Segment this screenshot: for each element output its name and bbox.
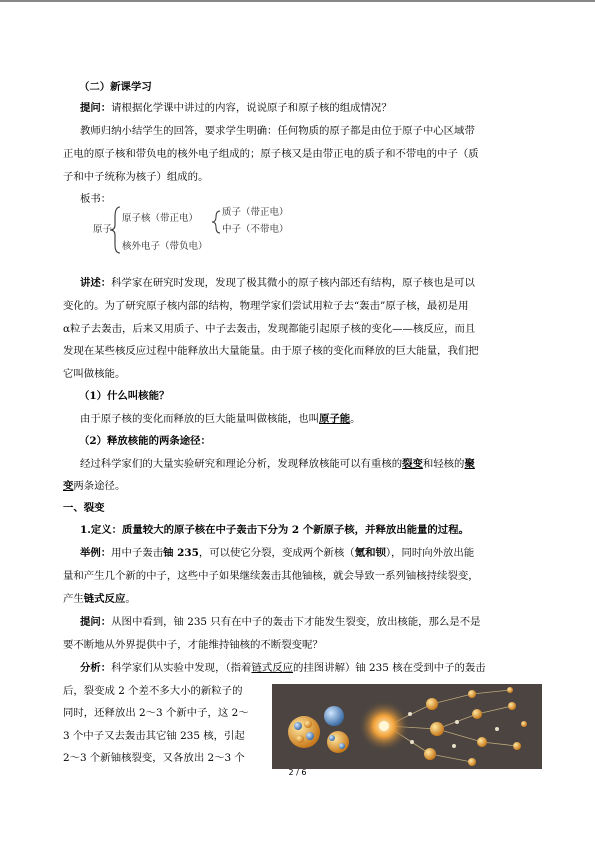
question2-line-1 [80,615,481,629]
summary-line-3: 子和中子统称为核子）组成的。 [63,171,209,183]
analysis-line-1 [80,661,486,675]
narration-text: 科学家在研究时发现，发现了极其微小的原子核内部还有结构，原子核也是可以 [111,277,475,289]
two-ways-line-1 [80,457,475,471]
subheading-what-is-nuclear-energy: （1）什么叫核能？ [79,390,170,402]
summary-line-1: 教师归纳小结学生的回答，要求学生明确：任何物质的原子都是由位于原子中心区域带 [80,125,475,137]
chain-reaction-term: 链式反应 [83,593,126,605]
chain-reaction-illustration [272,684,542,769]
analysis-line-5: 2～3 个新铀核裂变，又各放出 2～3 个 [63,752,245,764]
narration-line-1 [80,276,475,290]
chain-reaction-term-2: 链式反应 [251,662,294,674]
two-ways-text: 经过科学家们的大量实验研究和理论分析，发现释放核能可以有重核的 [80,458,403,470]
definition-text: 由于原子核的变化而释放的巨大能量叫做核能，也叫 [80,413,319,425]
example-line-2: 量和产生几个新的中子，这些中子如果继续轰击其他铀核，就会导致一系列铀核持续裂变， [63,570,479,582]
section-title: （二）新课学习 [79,81,152,93]
fission-term: 裂变 [402,458,423,470]
krypton-barium-term: 氪和钡 [354,547,386,559]
question2-line-2: 要不断地从外界提供中子，才能维持铀核的不断裂变呢？ [63,639,323,651]
board-diagram [90,205,305,255]
chain-reaction-image [272,684,542,769]
board-label: 板书： [80,193,112,205]
board-neutron: 中子（不带电） [222,224,289,235]
question-paragraph [80,101,392,115]
board-nucleus: 原子核（带正电） [122,213,199,224]
summary-line-2: 正电的原子核和带负电的核外电子组成的；原子核又是由带正电的质子和不带电的中子（质 [63,148,479,160]
narration-line-2: 变化的。为了研究原子核内部的结构，物理学家们尝试用粒子去“轰击”原子核，最初是用 [63,300,469,312]
example-label: 举例： [80,547,112,559]
narration-line-3: α粒子去轰击，后来又用质子、中子去轰击，发现都能引起原子核的变化——核反应，而且 [63,323,476,335]
question2-text: 从图中看到，铀 235 只有在中子的轰击下才能发生裂变，放出核能，那么是不是 [111,616,481,628]
example-text-produce: 产生 [63,593,84,605]
definition-end: 。 [350,413,361,425]
narration-line-5: 它叫做核能。 [63,368,126,380]
two-ways-end: 两条途径。 [73,480,126,492]
analysis-line-4: 3 个中子又去轰击其它铀 235 核，引起 [63,730,245,742]
narration-line-4: 发现在某些核反应过程中能释放出大量能量。由于原子核的变化而释放的巨大能量，我们把 [63,345,479,357]
page-number: 2 / 6 [288,768,307,777]
two-ways-line-2 [63,479,125,493]
board-proton: 质子（带正电） [222,207,289,218]
example-line-1 [80,546,474,560]
example-text-a: 用中子轰击 [111,547,164,559]
analysis-text-c: 的挂图讲解）铀 235 核在受到中子的轰击 [293,662,486,674]
board-root: 原子 [93,224,113,235]
analysis-text-a: 科学家们从实验中发现，（指着 [111,662,252,674]
subheading-two-ways: （2）释放核能的两条途径： [79,435,211,447]
fusion-term-part2: 变 [63,480,74,492]
example-text-end: 。 [125,593,136,605]
fission-definition: 1.定义：质量较大的原子核在中子轰击下分为 2 个新原子核，并释放出能量的过程。 [80,524,469,536]
nuclear-energy-definition [80,412,361,426]
heading-fission: 一、裂变 [63,502,105,514]
fusion-term-part1: 聚 [464,458,475,470]
example-text-e: ），同时向外放出能 [385,547,475,559]
question-text: 请根据化学课中讲过的内容，说说原子和原子核的组成情况？ [111,102,392,114]
question-label: 提问： [80,102,112,114]
board-electron: 核外电子（带负电） [122,241,208,252]
question2-label: 提问： [80,616,112,628]
analysis-label: 分析： [80,662,112,674]
analysis-line-3: 同时，还释放出 2～3 个新中子，这 2～ [63,707,249,719]
narration-label: 讲述： [80,277,112,289]
example-line-3 [63,592,136,606]
example-text-c: ，可以使它分裂，变成两个新核（ [198,547,355,559]
uranium-term: 铀 235 [163,547,199,559]
analysis-line-2: 后，裂变成 2 个差不多大小的新粒子的 [63,685,243,697]
atomic-energy-term: 原子能 [318,413,351,425]
two-ways-conj: 和轻核的 [422,458,465,470]
